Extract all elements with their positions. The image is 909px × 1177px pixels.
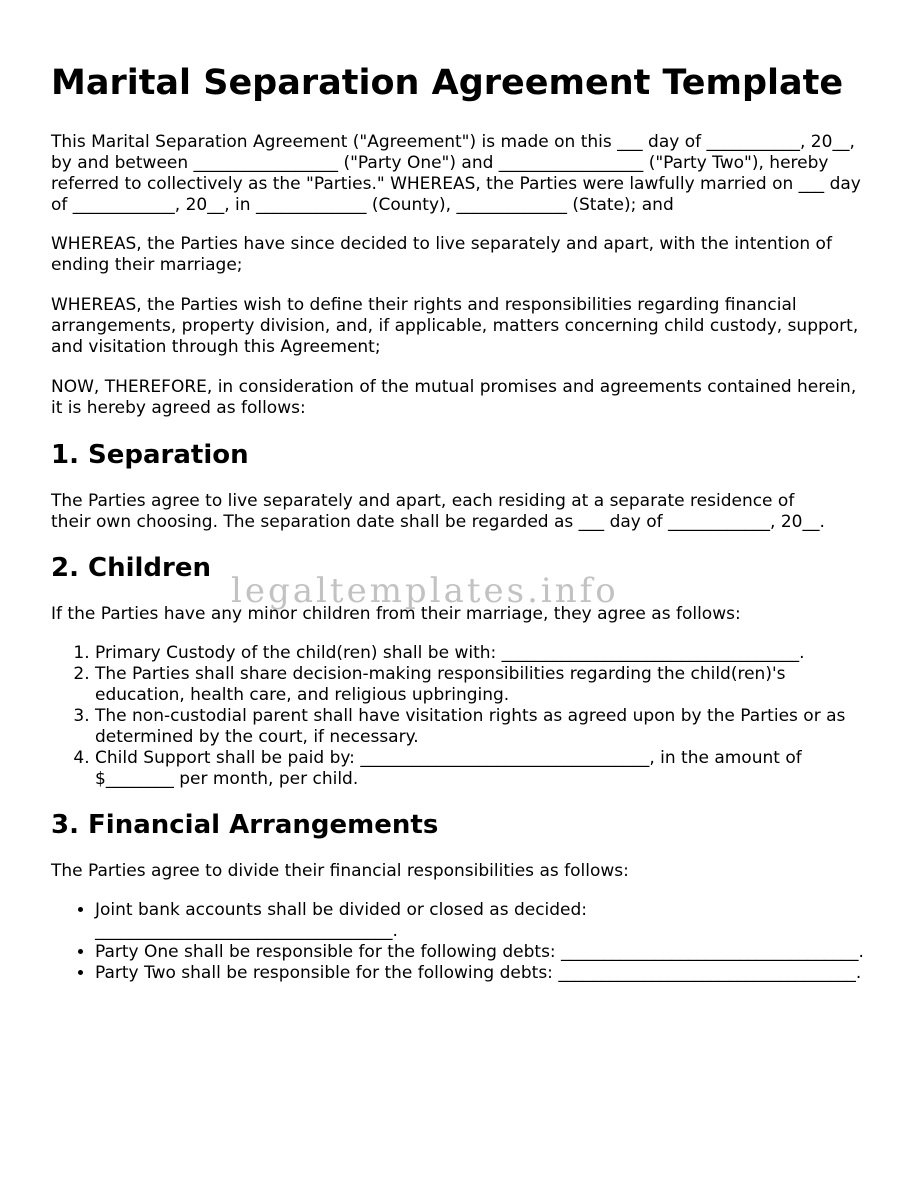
watermark: legaltemplates.info (231, 571, 619, 611)
financial-list (51, 900, 871, 984)
separation-paragraph (51, 491, 871, 533)
document-page (51, 62, 871, 984)
list-item: 4. Child Support shall be paid by: __________________________________, in the amount of $________ per month, per child. (95, 748, 871, 790)
separation-line-2: their own choosing. The separation date shall be regarded as ___ day of ____________, 20__. (51, 512, 825, 532)
document-title: Marital Separation Agreement Template (51, 63, 844, 103)
now-therefore-paragraph: NOW, THEREFORE, in consideration of the mutual promises and agreements contained herein, it is hereby agreed as follows: (51, 377, 857, 418)
section-heading-separation: 1. Separation (51, 440, 249, 470)
intro-paragraph: This Marital Separation Agreement ("Agreement") is made on this ___ day of ___________, 20__, by and between _________________ ("Party One") and _________________ ("Party Two"), hereby referred to collectively as the "Parties." WHEREAS, the Parties were lawfully married on ___ day of ____________, 20__, in _____________ (County), _____________ (State); and (51, 132, 861, 215)
children-intro: If the Parties have any minor children from their marriage, they agree as follows: (51, 604, 741, 624)
list-item: • Party Two shall be responsible for the following debts: ___________________________________. (95, 963, 871, 984)
section-heading-financial: 3. Financial Arrangements (51, 810, 439, 840)
list-item: • Joint bank accounts shall be divided or closed as decided: ___________________________________. (95, 900, 871, 942)
list-item: 2. The Parties shall share decision-making responsibilities regarding the child(ren)'s education, health care, and religious upbringing. (95, 664, 871, 706)
section-heading-children: 2. Children (51, 553, 212, 583)
list-item: • Party One shall be responsible for the following debts: ___________________________________. (95, 942, 871, 963)
children-list (51, 643, 871, 790)
list-item: 1. Primary Custody of the child(ren) shall be with: ___________________________________. (95, 643, 871, 664)
financial-intro: The Parties agree to divide their financial responsibilities as follows: (51, 861, 629, 881)
list-item: 3. The non-custodial parent shall have visitation rights as agreed upon by the Parties or as determined by the court, if necessary. (95, 706, 871, 748)
separation-line-1: The Parties agree to live separately and apart, each residing at a separate residence of (51, 491, 795, 511)
whereas-paragraph-1: WHEREAS, the Parties have since decided to live separately and apart, with the intention of ending their marriage; (51, 234, 832, 275)
whereas-paragraph-2: WHEREAS, the Parties wish to define their rights and responsibilities regarding financial arrangements, property division, and, if applicable, matters concerning child custody, support, and visitation through this Agreement; (51, 295, 859, 357)
